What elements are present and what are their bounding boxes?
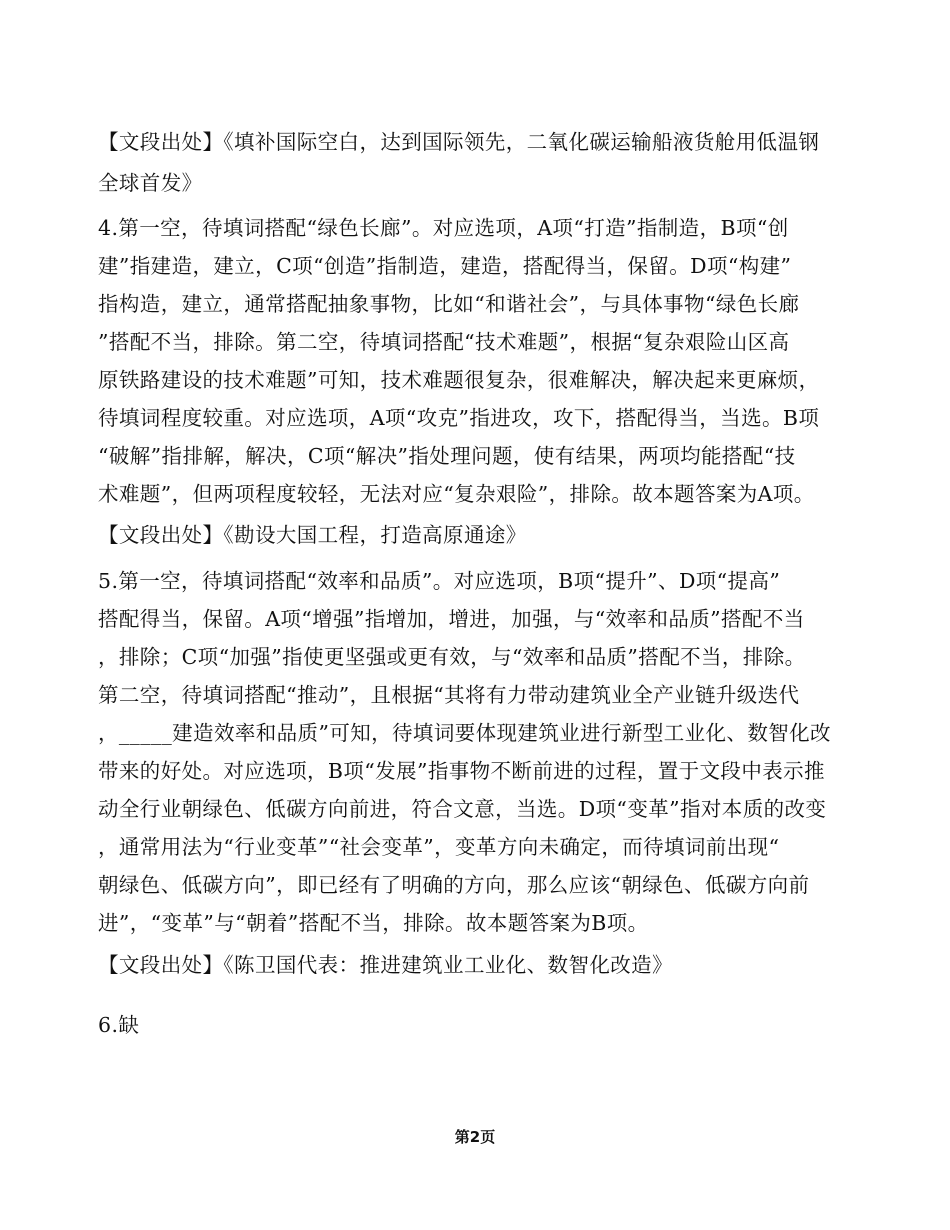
answer-4-line: 术难题”，但两项程度较轻，无法对应“复杂艰险”，排除。故本题答案为A项。 <box>98 482 815 506</box>
answer-4-line: 指构造，建立，通常搭配抽象事物，比如“和谐社会”，与具体事物“绿色长廊 <box>98 292 800 316</box>
answer-5-line: 第二空，待填词搭配“推动”，且根据“其将有力带动建筑业全产业链升级迭代 <box>98 683 800 707</box>
answer-5-line: ，排除；C项“加强”指使更坚强或更有效，与“效率和品质”搭配不当，排除。 <box>98 645 806 669</box>
answer-5-line: 朝绿色、低碳方向”，即已经有了明确的方向，那么应该“朝绿色、低碳方向前 <box>98 873 810 897</box>
answer-4-line: “破解”指排解，解决，C项“解决”指处理问题，使有结果，两项均能搭配“技 <box>98 444 796 468</box>
answer-4-line: 4.第一空，待填词搭配“绿色长廊”。对应选项，A项“打造”指制造，B项“创 <box>98 216 789 240</box>
answer-4-line: ”搭配不当，排除。第二空，待填词搭配“技术难题”，根据“复杂艰险山区高 <box>98 330 790 354</box>
answer-6-line: 6.缺 <box>98 1013 140 1037</box>
answer-5-line: 带来的好处。对应选项，B项“发展”指事物不断前进的过程，置于文段中表示推 <box>98 759 825 783</box>
source-citation: 【文段出处】《陈卫国代表：推进建筑业工业化、数智化改造》 <box>98 953 673 977</box>
answer-5-line: 进”，“变革”与“朝着”搭配不当，排除。故本题答案为B项。 <box>98 911 649 935</box>
page-number: 第2页 <box>454 1128 496 1146</box>
answer-5-line: 5.第一空，待填词搭配“效率和品质”。对应选项，B项“提升”、D项“提高” <box>98 569 781 593</box>
answer-5-line: ，通常用法为“行业变革”“社会变革”，变革方向未确定，而待填词前出现“ <box>98 835 780 859</box>
source-citation: 【文段出处】《勘设大国工程，打造高原通途》 <box>98 523 527 547</box>
source-citation-cont: 全球首发》 <box>98 171 203 195</box>
answer-4-line: 待填词程度较重。对应选项，A项“攻克”指进攻，攻下，搭配得当，当选。B项 <box>98 406 820 430</box>
answer-4-line: 建”指建造，建立，C项“创造”指制造，建造，搭配得当，保留。D项“构建” <box>98 254 792 278</box>
answer-5-line: ，_____建造效率和品质”可知，待填词要体现建筑业进行新型工业化、数智化改 <box>98 721 831 745</box>
answer-5-line: 搭配得当，保留。A项“增强”指增加，增进，加强，与“效率和品质”搭配不当 <box>98 607 805 631</box>
answer-4-line: 原铁路建设的技术难题”可知，技术难题很复杂，很难解决，解决起来更麻烦， <box>98 368 820 392</box>
source-citation: 【文段出处】《填补国际空白，达到国际领先，二氧化碳运输船液货舱用低温钢 <box>98 130 820 154</box>
answer-5-line: 动全行业朝绿色、低碳方向前进，符合文意，当选。D项“变革”指对本质的改变 <box>98 797 827 821</box>
